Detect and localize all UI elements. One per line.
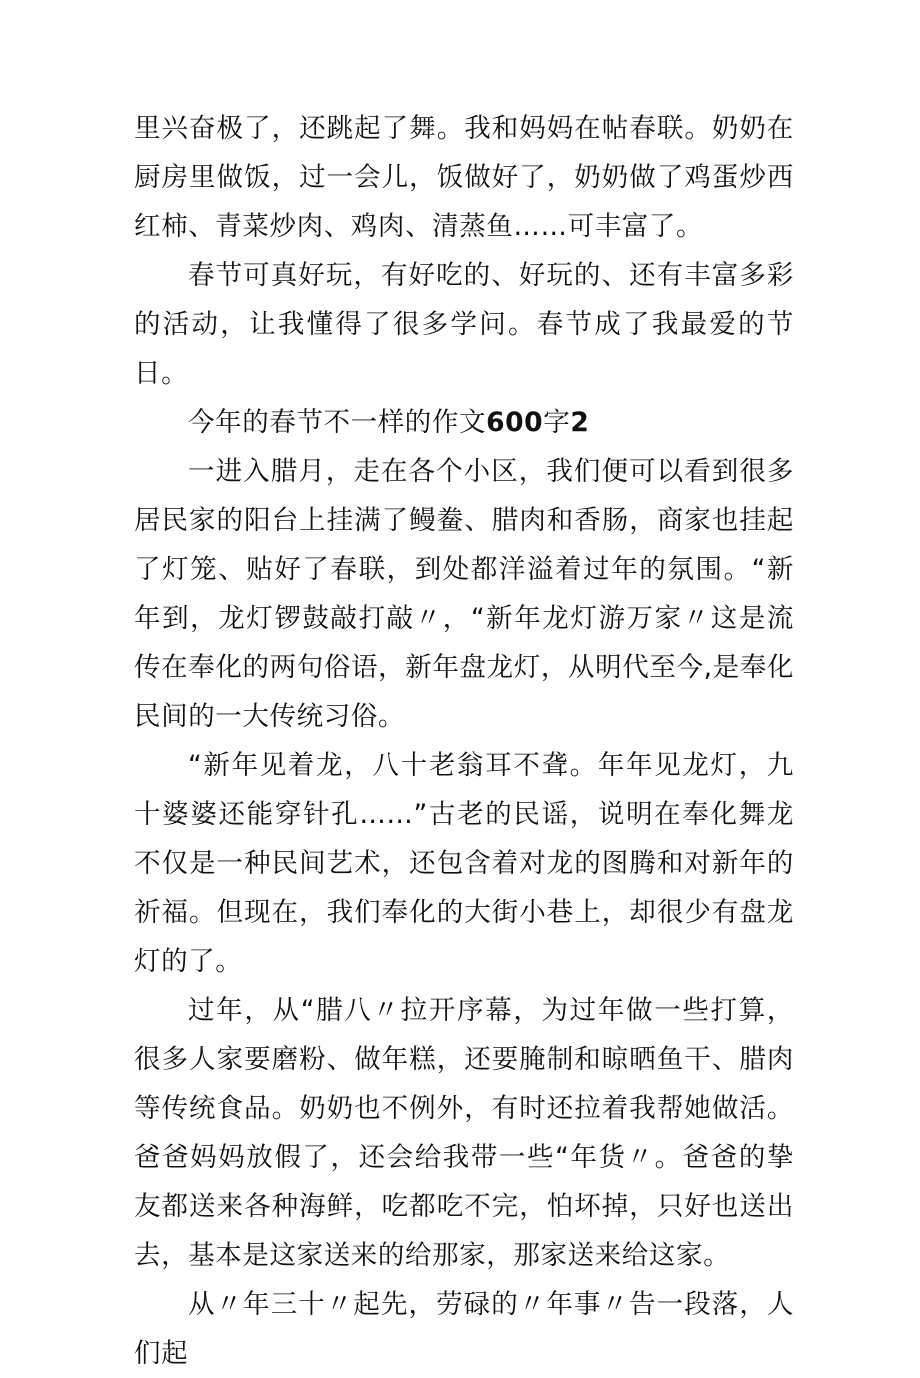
heading-word-count: 600 [486,407,544,438]
heading-unit: 字 [543,407,571,438]
paragraph-5: 过年，从“腊八〃拉开序幕，为过年做一些打算，很多人家要磨粉、做年糕，还要腌制和晾晒鱼干、腊肉等传统食品。奶奶也不例外，有时还拉着我帮她做活。爸爸妈妈放假了，还会给我带一些“年货〃。爸爸的挚友都送来各种海鲜，吃都吃不完，怕坏掉，只好也送出去，基本是这家送来的给那家，那家送来给这家。 [134,995,794,1271]
heading-index: 2 [570,407,590,438]
essay-section-heading [134,398,794,447]
paragraph-2: 春节可真好玩，有好吃的、好玩的、还有丰富多彩的活动，让我懂得了很多学问。春节成了我最爱的节日。 [134,260,794,389]
heading-prefix: 今年的春节不一样的作文 [188,407,487,438]
paragraph-6: 从〃年三十〃起先，劳碌的〃年事〃告一段落，人们起 [134,1289,794,1369]
paragraph-4: “新年见着龙，八十老翁耳不聋。年年见龙灯，九十婆婆还能穿针孔……”古老的民谣，说明在奉化舞龙不仅是一种民间艺术，还包含着对龙的图腾和对新年的祈福。但现在，我们奉化的大街小巷上，却很少有盘龙灯的了。 [134,750,794,977]
essay-body [134,104,794,1378]
paragraph-3: 一进入腊月，走在各个小区，我们便可以看到很多居民家的阳台上挂满了鳗鲞、腊肉和香肠，商家也挂起了灯笼、贴好了春联，到处都洋溢着过年的氛围。“新年到，龙灯锣鼓敲打敲〃，“新年龙灯游万家〃这是流传在奉化的两句俗语，新年盘龙灯，从明代至今,是奉化民间的一大传统习俗。 [134,456,794,732]
paragraph-1: 里兴奋极了，还跳起了舞。我和妈妈在帖春联。奶奶在厨房里做饭，过一会儿，饭做好了，奶奶做了鸡蛋炒西红柿、青菜炒肉、鸡肉、清蒸鱼……可丰富了。 [134,113,794,242]
